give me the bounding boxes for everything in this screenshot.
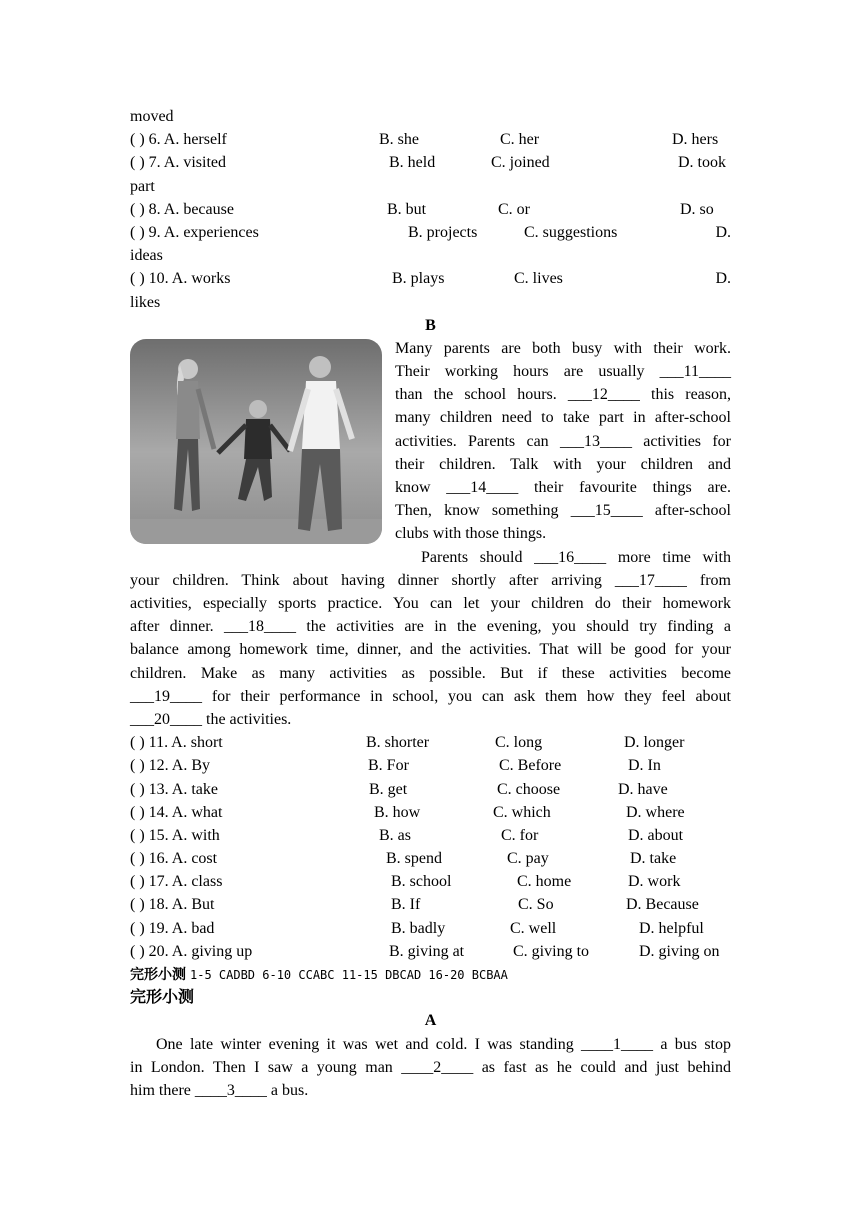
question-stem: ( ) 6. A. herself <box>130 131 227 149</box>
photo-text-block <box>130 337 731 546</box>
paragraph-line: after dinner. ___18____ the activities are in the evening, you should try finding a <box>130 618 731 636</box>
option-c: C. joined <box>491 154 550 172</box>
question-stem: ( ) 10. A. works <box>130 270 231 288</box>
option-b: B. but <box>387 200 427 218</box>
question-stem: ( ) 14. A. what <box>130 803 223 821</box>
question-11 <box>130 731 731 754</box>
option-d: D. In <box>628 757 661 775</box>
wrap-text: part <box>130 177 155 195</box>
paragraph-line: in London. Then I saw a young man ____2____ as fast as he could and just behind <box>130 1058 731 1076</box>
question-stem: ( ) 15. A. with <box>130 826 220 844</box>
question-stem: ( ) 11. A. short <box>130 734 223 752</box>
paragraph-line: activities, especially sports practice. You can let your children do their homework <box>130 595 731 613</box>
question-stem: ( ) 16. A. cost <box>130 850 218 868</box>
option-d: D. about <box>628 826 684 844</box>
option-b: B. For <box>368 757 409 775</box>
section-heading-b: B <box>425 316 436 334</box>
question-15 <box>130 824 731 847</box>
option-c: C. pay <box>507 850 549 868</box>
option-b: B. If <box>391 896 421 914</box>
paragraph-line: balance among homework time, dinner, and the activities. That will be good for your <box>130 641 731 659</box>
question-stem: ( ) 20. A. giving up <box>130 942 253 960</box>
question-10 <box>130 267 731 290</box>
option-b: B. shorter <box>366 734 430 752</box>
question-stem: ( ) 19. A. bad <box>130 919 215 937</box>
question-18 <box>130 893 731 916</box>
wrap-text: likes <box>130 293 161 311</box>
option-c: C. or <box>498 200 530 218</box>
side-paragraph <box>395 337 731 546</box>
question-stem: ( ) 7. A. visited <box>130 154 226 172</box>
option-b: B. plays <box>392 270 445 288</box>
option-b: B. get <box>369 780 408 798</box>
option-d: D. <box>715 270 731 288</box>
paragraph-line: your children. Think about having dinner shortly after arriving ___17____ from <box>130 571 731 589</box>
text-line: clubs with those things. <box>395 525 547 543</box>
option-b: B. as <box>379 826 411 844</box>
option-d: D. <box>715 223 731 241</box>
paragraph-line: One late winter evening it was wet and cold. I was standing ____1____ a bus stop <box>156 1035 731 1053</box>
question-stem: ( ) 13. A. take <box>130 780 218 798</box>
option-c: C. home <box>517 873 572 891</box>
option-b: B. how <box>374 803 421 821</box>
question-stem: ( ) 12. A. By <box>130 757 210 775</box>
question-13 <box>130 778 731 801</box>
question-12 <box>130 754 731 777</box>
answer-key-text: 1-5 CADBD 6-10 CCABC 11-15 DBCAD 16-20 BCBAA <box>190 968 508 983</box>
text-line: activities. Parents can ___13____ activities for <box>395 432 731 450</box>
question-8 <box>130 198 731 221</box>
paragraph-line: ___19____ for their performance in school, you can ask them how they feel about <box>130 687 731 705</box>
question-stem: ( ) 9. A. experiences <box>130 223 259 241</box>
option-d: D. work <box>628 873 681 891</box>
option-d: D. took <box>678 154 726 172</box>
text-line: know ___14____ their favourite things are. <box>395 479 731 496</box>
document-page <box>130 105 731 1102</box>
question-stem: ( ) 8. A. because <box>130 200 234 218</box>
option-d: D. where <box>626 803 685 821</box>
option-b: B. giving at <box>389 942 465 960</box>
question-stem: ( ) 18. A. But <box>130 896 215 914</box>
option-b: B. held <box>389 154 436 172</box>
text-line: Then, know something ___15____ after-school <box>395 502 731 520</box>
text-line: Parents should ___16____ more time with <box>421 548 731 566</box>
option-d: D. so <box>680 200 714 218</box>
next-title: 完形小测 <box>130 989 195 1007</box>
option-c: C. which <box>493 803 551 821</box>
option-b: B. spend <box>386 850 442 868</box>
question-7 <box>130 151 731 174</box>
option-b: B. she <box>379 131 419 149</box>
text-line: Their working hours are usually ___11____ <box>395 363 731 381</box>
wrap-text: moved <box>130 108 174 125</box>
option-d: D. have <box>618 780 668 798</box>
option-c: C. her <box>500 131 540 149</box>
question-16 <box>130 847 731 870</box>
answer-key <box>130 963 731 986</box>
paragraph-line <box>130 546 731 569</box>
option-c: C. well <box>510 919 557 937</box>
text-line: than the school hours. ___12____ this reason, <box>395 386 731 404</box>
option-c: C. long <box>495 734 543 752</box>
question-6 <box>130 128 731 151</box>
answer-key-label: 完形小测 <box>130 968 186 984</box>
option-c: C. choose <box>497 780 561 798</box>
option-c: C. Before <box>499 757 562 775</box>
option-c: C. suggestions <box>524 223 618 241</box>
family-running-image <box>130 339 382 544</box>
paragraph-line: him there ____3____ a bus. <box>130 1081 309 1099</box>
option-d: D. giving on <box>639 942 720 960</box>
option-c: C. for <box>501 826 539 844</box>
option-b: B. projects <box>408 223 478 241</box>
option-d: D. helpful <box>639 919 704 937</box>
option-c: C. So <box>518 896 554 914</box>
option-d: D. Because <box>626 896 699 914</box>
option-c: C. lives <box>514 270 563 288</box>
option-d: D. longer <box>624 734 685 752</box>
option-b: B. badly <box>391 919 446 937</box>
option-b: B. school <box>391 873 452 891</box>
question-14 <box>130 801 731 824</box>
section-heading-a: A <box>424 1012 437 1030</box>
text-line: Many parents are both busy with their work. <box>395 339 731 357</box>
option-c: C. giving to <box>513 942 590 960</box>
question-20 <box>130 940 731 963</box>
text-line: their children. Talk with your children and <box>395 455 731 473</box>
question-19 <box>130 917 731 940</box>
wrap-text: ideas <box>130 247 163 265</box>
question-stem: ( ) 17. A. class <box>130 873 223 891</box>
option-d: D. take <box>630 850 677 868</box>
option-d: D. hers <box>672 131 719 149</box>
paragraph-line: children. Make as many activities as possible. But if these activities become <box>130 664 731 682</box>
question-17 <box>130 870 731 893</box>
text-line: many children need to take part in after-school <box>395 409 731 427</box>
question-9 <box>130 221 731 244</box>
family-photo <box>130 339 382 544</box>
paragraph-line: ___20____ the activities. <box>130 710 292 728</box>
